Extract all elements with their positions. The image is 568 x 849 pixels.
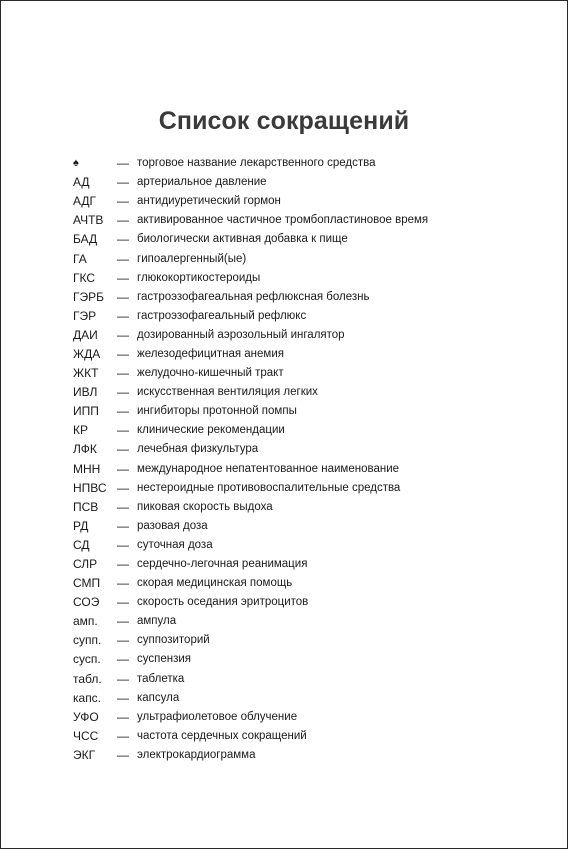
abbreviation-row (73, 211, 533, 230)
dash-separator: — (117, 327, 129, 342)
spade-icon: ♠ (73, 157, 79, 170)
abbreviation-row (73, 326, 533, 345)
abbreviation-row (73, 364, 533, 383)
abbreviation-row (73, 498, 533, 517)
abbreviation-row (73, 402, 533, 421)
dash-separator: — (117, 537, 129, 552)
abbreviation-definition: антидиуретический гормон (137, 195, 281, 208)
abbreviation-definition: сердечно-легочная реанимация (137, 558, 308, 571)
abbreviation-term: АДГ (73, 194, 97, 209)
abbreviation-row (73, 708, 533, 727)
dash-separator: — (117, 346, 129, 361)
abbreviation-row (73, 536, 533, 555)
abbreviation-definition: гастроэзофагеальная рефлюксная болезнь (137, 290, 370, 303)
abbreviation-definition: ампула (137, 615, 177, 628)
abbreviation-row (73, 593, 533, 612)
abbreviation-definition: торговое название лекарственного средства (137, 157, 376, 170)
abbreviation-definition: суппозиторий (137, 634, 210, 647)
abbreviation-term: ЧСС (73, 728, 99, 743)
dash-separator: — (117, 442, 129, 457)
page-title: Список сокращений (158, 107, 410, 135)
dash-separator: — (117, 270, 129, 285)
dash-separator: — (117, 213, 129, 228)
abbreviation-term: ИПП (73, 404, 99, 419)
abbreviation-term: БАД (73, 232, 98, 247)
abbreviation-term: РД (73, 518, 89, 533)
dash-separator: — (117, 709, 129, 724)
abbreviation-definition: клинические рекомендации (137, 424, 285, 437)
abbreviation-term: ГЭРБ (73, 289, 105, 304)
abbreviation-term: супп. (73, 633, 102, 648)
abbreviation-row (73, 612, 533, 631)
abbreviation-row (73, 192, 533, 211)
dash-separator: — (117, 671, 129, 686)
abbreviation-term: сусп. (73, 652, 101, 667)
abbreviation-row (73, 440, 533, 459)
abbreviation-term: АЧТВ (73, 213, 104, 228)
abbreviation-term: ДАИ (73, 327, 98, 342)
dash-separator: — (117, 308, 129, 323)
abbreviation-definition: гипоалергенный(ые) (137, 252, 247, 265)
abbreviation-definition: электрокардиограмма (137, 748, 256, 761)
abbreviation-term: УФО (73, 709, 99, 724)
abbreviation-term: ИВЛ (73, 385, 98, 400)
abbreviation-row (73, 345, 533, 364)
abbreviation-row (73, 574, 533, 593)
dash-separator: — (117, 232, 129, 247)
abbreviation-definition: скорость оседания эритроцитов (137, 596, 309, 609)
dash-separator: — (117, 480, 129, 495)
dash-separator: — (117, 518, 129, 533)
dash-separator: — (117, 385, 129, 400)
abbreviation-term: ЛФК (73, 442, 97, 457)
abbreviation-row (73, 517, 533, 536)
dash-separator: — (117, 557, 129, 572)
abbreviation-definition: биологически активная добавка к пище (137, 233, 348, 246)
dash-separator: — (117, 423, 129, 438)
abbreviation-term: СОЭ (73, 595, 100, 610)
abbreviation-row (73, 689, 533, 708)
abbreviation-definition: суспензия (137, 653, 192, 666)
abbreviation-term: капс. (73, 690, 102, 705)
abbreviation-row (73, 154, 533, 173)
dash-separator: — (117, 366, 129, 381)
abbreviation-row (73, 288, 533, 307)
abbreviation-definition: скорая медицинская помощь (137, 577, 293, 590)
abbreviation-row (73, 421, 533, 440)
abbreviation-definition: международное непатентованное наименование (137, 462, 400, 475)
dash-separator: — (117, 404, 129, 419)
abbreviation-definition: лечебная физкультура (137, 443, 259, 456)
abbreviation-term: ЭКГ (73, 747, 96, 762)
abbreviation-row (73, 269, 533, 288)
abbreviation-term: ПСВ (73, 499, 99, 514)
dash-separator: — (117, 614, 129, 629)
dash-separator: — (117, 728, 129, 743)
abbreviation-term: КР (73, 423, 88, 438)
abbreviation-term: ГЭР (73, 308, 97, 323)
abbreviation-term: табл. (73, 671, 102, 686)
abbreviation-row (73, 555, 533, 574)
abbreviation-term: ГКС (73, 270, 96, 285)
abbreviation-row (73, 670, 533, 689)
abbreviation-row (73, 230, 533, 249)
abbreviation-term: амп. (73, 614, 98, 629)
abbreviation-definition: суточная доза (137, 538, 213, 551)
abbreviation-definition: капсула (137, 691, 180, 704)
abbreviation-definition: ингибиторы протонной помпы (137, 405, 297, 418)
abbreviation-term: НПВС (73, 480, 107, 495)
abbreviation-term: АД (73, 175, 90, 190)
dash-separator: — (117, 576, 129, 591)
abbreviation-term: ЖДА (73, 346, 101, 361)
abbreviation-definition: искусственная вентиляция легких (137, 386, 318, 399)
abbreviation-row (73, 746, 533, 765)
dash-separator: — (117, 289, 129, 304)
abbreviation-row (73, 383, 533, 402)
abbreviation-row (73, 650, 533, 669)
dash-separator: — (117, 595, 129, 610)
abbreviation-definition: гастроэзофагеальный рефлюкс (137, 309, 307, 322)
dash-separator: — (117, 747, 129, 762)
abbreviation-term: СМП (73, 576, 101, 591)
abbreviation-definition: нестероидные противовоспалительные средства (137, 481, 401, 494)
dash-separator: — (117, 194, 129, 209)
dash-separator: — (117, 156, 129, 171)
dash-separator: — (117, 251, 129, 266)
abbreviation-definition: ультрафиолетовое облучение (137, 710, 298, 723)
abbreviation-row (73, 631, 533, 650)
abbreviation-definition: дозированный аэрозольный ингалятор (137, 328, 345, 341)
abbreviation-definition: частота сердечных сокращений (137, 729, 307, 742)
abbreviation-definition: глюкокортикостероиды (137, 271, 261, 284)
dash-separator: — (117, 633, 129, 648)
dash-separator: — (117, 499, 129, 514)
dash-separator: — (117, 175, 129, 190)
dash-separator: — (117, 690, 129, 705)
abbreviation-row (73, 727, 533, 746)
abbreviation-row (73, 173, 533, 192)
abbreviation-definition: железодефицитная анемия (137, 347, 284, 360)
abbreviation-term: МНН (73, 461, 101, 476)
abbreviation-definition: желудочно-кишечный тракт (137, 367, 284, 380)
abbreviation-list (73, 154, 533, 765)
abbreviation-term: ГА (73, 251, 87, 266)
abbreviation-term: ЖКТ (73, 366, 99, 381)
abbreviation-row (73, 479, 533, 498)
abbreviation-definition: таблетка (137, 672, 185, 685)
abbreviation-definition: активированное частичное тромбопластиновое время (137, 214, 429, 227)
abbreviation-term: СД (73, 537, 90, 552)
dash-separator: — (117, 652, 129, 667)
abbreviation-row (73, 307, 533, 326)
abbreviation-definition: разовая доза (137, 519, 208, 532)
abbreviation-term: СЛР (73, 557, 98, 572)
abbreviation-definition: артериальное давление (137, 176, 267, 189)
abbreviation-definition: пиковая скорость выдоха (137, 500, 273, 513)
abbreviation-row (73, 249, 533, 268)
dash-separator: — (117, 461, 129, 476)
abbreviation-row (73, 460, 533, 479)
